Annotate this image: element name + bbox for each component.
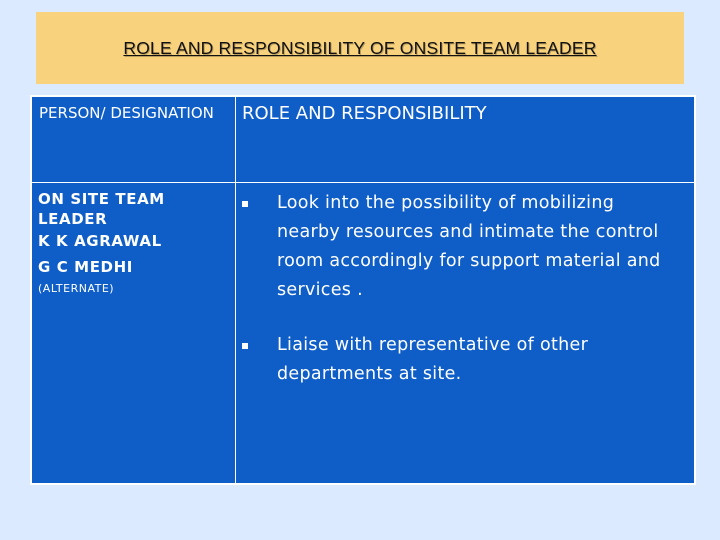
designation-line-1: ON SITE TEAM — [38, 190, 165, 208]
header-person-designation: PERSON/ DESIGNATION — [39, 104, 214, 122]
alternate-note: (ALTERNATE) — [38, 282, 115, 295]
alternate-person-name: G C MEDHI — [38, 258, 133, 276]
list-item — [242, 189, 682, 305]
responsibility-table — [30, 95, 696, 485]
slide-title: ROLE AND RESPONSIBILITY OF ONSITE TEAM LEADER — [123, 37, 597, 58]
responsibility-text: Liaise with representative of other departments at site. — [277, 335, 589, 384]
responsibility-list — [242, 189, 682, 389]
title-banner — [36, 12, 684, 84]
person-designation-cell — [38, 189, 228, 297]
column-divider — [235, 97, 236, 483]
header-role-responsibility: ROLE AND RESPONSIBILITY — [242, 103, 487, 124]
primary-person-name: K K AGRAWAL — [38, 232, 162, 250]
square-bullet-icon — [242, 201, 248, 207]
responsibility-text: Look into the possibility of mobilizing nearby resources and intimate the control room accordingly for support material and services . — [277, 193, 661, 300]
square-bullet-icon — [242, 343, 248, 349]
designation-line-2: LEADER — [38, 210, 108, 228]
list-item — [242, 331, 682, 389]
row-divider — [32, 182, 694, 183]
